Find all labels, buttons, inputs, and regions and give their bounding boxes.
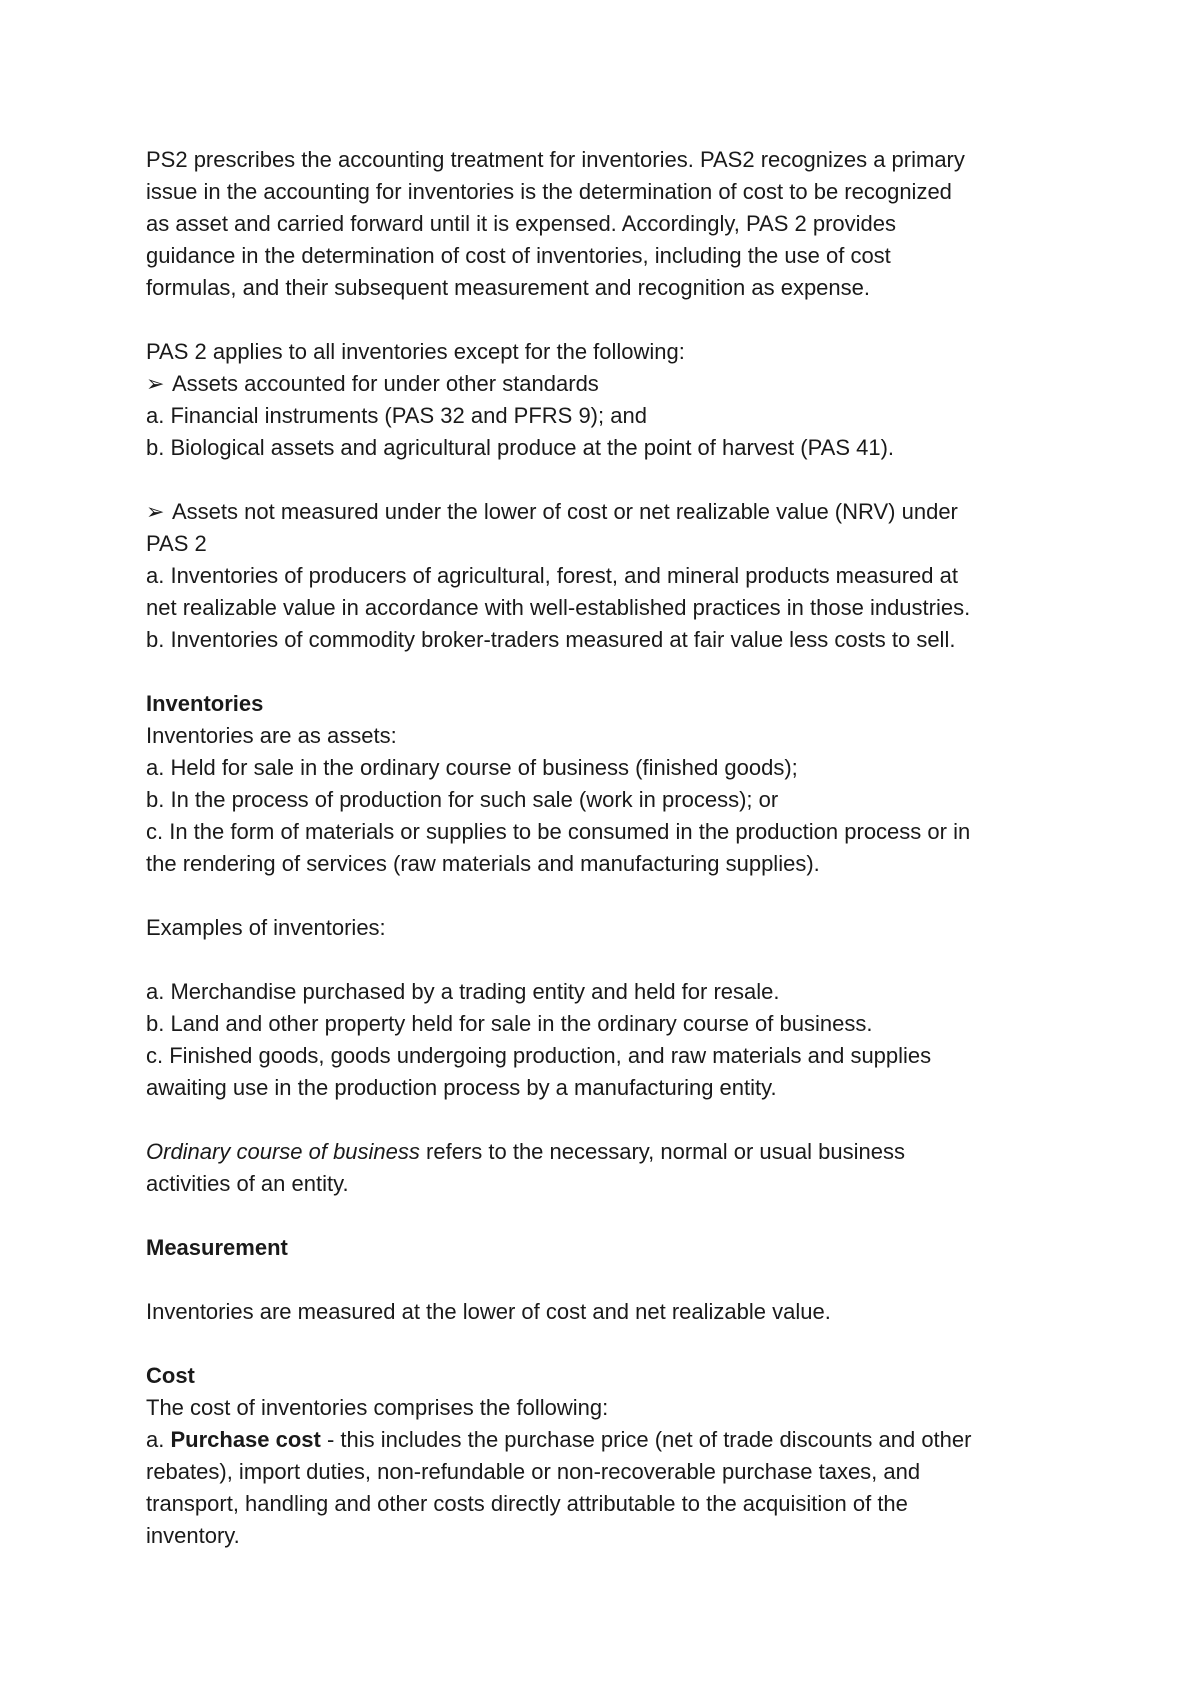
scope-group2: [146, 496, 1086, 656]
scope-group1-item: a. Financial instruments (PAS 32 and PFRS 9); and: [146, 403, 647, 428]
scope-group2-title-text: Assets not measured under the lower of cost or net realizable value (NRV) under: [172, 499, 958, 524]
inventories-heading: Inventories: [146, 691, 264, 716]
examples-item: a. Merchandise purchased by a trading entity and held for resale.: [146, 979, 780, 1004]
cost-item-a: [146, 1424, 1086, 1456]
examples-item: awaiting use in the production process by a manufacturing entity.: [146, 1075, 777, 1100]
measurement-paragraph: [146, 1296, 1086, 1328]
measurement-text: Inventories are measured at the lower of cost and net realizable value.: [146, 1299, 831, 1324]
cost-lead: The cost of inventories comprises the following:: [146, 1395, 609, 1420]
examples-lead: Examples of inventories:: [146, 915, 386, 940]
inventories-section: [146, 688, 1086, 880]
examples-list: [146, 976, 1086, 1104]
inventories-item: c. In the form of materials or supplies to be consumed in the production process or in: [146, 819, 971, 844]
arrowhead-icon: ➢: [146, 499, 165, 524]
intro-line: guidance in the determination of cost of inventories, including the use of cost: [146, 243, 891, 268]
ordinary-course-paragraph: [146, 1136, 1086, 1200]
scope-paragraph: [146, 336, 1086, 464]
ordinary-course-rest: refers to the necessary, normal or usual business: [419, 1139, 905, 1164]
scope-lead: PAS 2 applies to all inventories except for the following:: [146, 339, 685, 364]
inventories-item: b. In the process of production for such sale (work in process); or: [146, 787, 779, 812]
document-body: [146, 144, 1086, 1552]
ordinary-course-line: [146, 1136, 1086, 1168]
inventories-lead: Inventories are as assets:: [146, 723, 397, 748]
ordinary-course-line2: activities of an entity.: [146, 1171, 349, 1196]
scope-group1-title: [146, 368, 1086, 400]
inventories-item: the rendering of services (raw materials and manufacturing supplies).: [146, 851, 820, 876]
intro-line: formulas, and their subsequent measurement and recognition as expense.: [146, 275, 870, 300]
cost-item-a-line: rebates), import duties, non-refundable or non-recoverable purchase taxes, and: [146, 1459, 921, 1484]
intro-paragraph: [146, 144, 1086, 304]
scope-group2-item: net realizable value in accordance with well-established practices in those industries.: [146, 595, 971, 620]
scope-group1-title-text: Assets accounted for under other standards: [172, 371, 599, 396]
intro-line: PS2 prescribes the accounting treatment for inventories. PAS2 recognizes a primary: [146, 147, 965, 172]
cost-item-a-term: Purchase cost: [170, 1427, 321, 1452]
arrowhead-icon: ➢: [146, 371, 165, 396]
cost-item-a-line: transport, handling and other costs directly attributable to the acquisition of the: [146, 1491, 908, 1516]
scope-group1-item: b. Biological assets and agricultural produce at the point of harvest (PAS 41).: [146, 435, 895, 460]
scope-group2-title: [146, 496, 1086, 528]
measurement-heading-paragraph: [146, 1232, 1086, 1264]
cost-item-a-prefix: a.: [146, 1427, 171, 1452]
examples-item: b. Land and other property held for sale in the ordinary course of business.: [146, 1011, 873, 1036]
scope-group2-item: a. Inventories of producers of agricultural, forest, and mineral products measured at: [146, 563, 958, 588]
scope-group2-title-cont: PAS 2: [146, 531, 207, 556]
intro-line: as asset and carried forward until it is expensed. Accordingly, PAS 2 provides: [146, 211, 897, 236]
examples-item: c. Finished goods, goods undergoing production, and raw materials and supplies: [146, 1043, 932, 1068]
cost-section: [146, 1360, 1086, 1552]
intro-line: issue in the accounting for inventories is the determination of cost to be recognized: [146, 179, 952, 204]
measurement-heading: Measurement: [146, 1235, 288, 1260]
examples-lead-paragraph: [146, 912, 1086, 944]
cost-heading: Cost: [146, 1363, 195, 1388]
inventories-item: a. Held for sale in the ordinary course of business (finished goods);: [146, 755, 798, 780]
cost-item-a-line: inventory.: [146, 1523, 240, 1548]
ordinary-course-term: Ordinary course of business: [146, 1139, 420, 1164]
cost-item-a-rest: - this includes the purchase price (net of trade discounts and other: [320, 1427, 972, 1452]
scope-group2-item: b. Inventories of commodity broker-traders measured at fair value less costs to sell.: [146, 627, 956, 652]
